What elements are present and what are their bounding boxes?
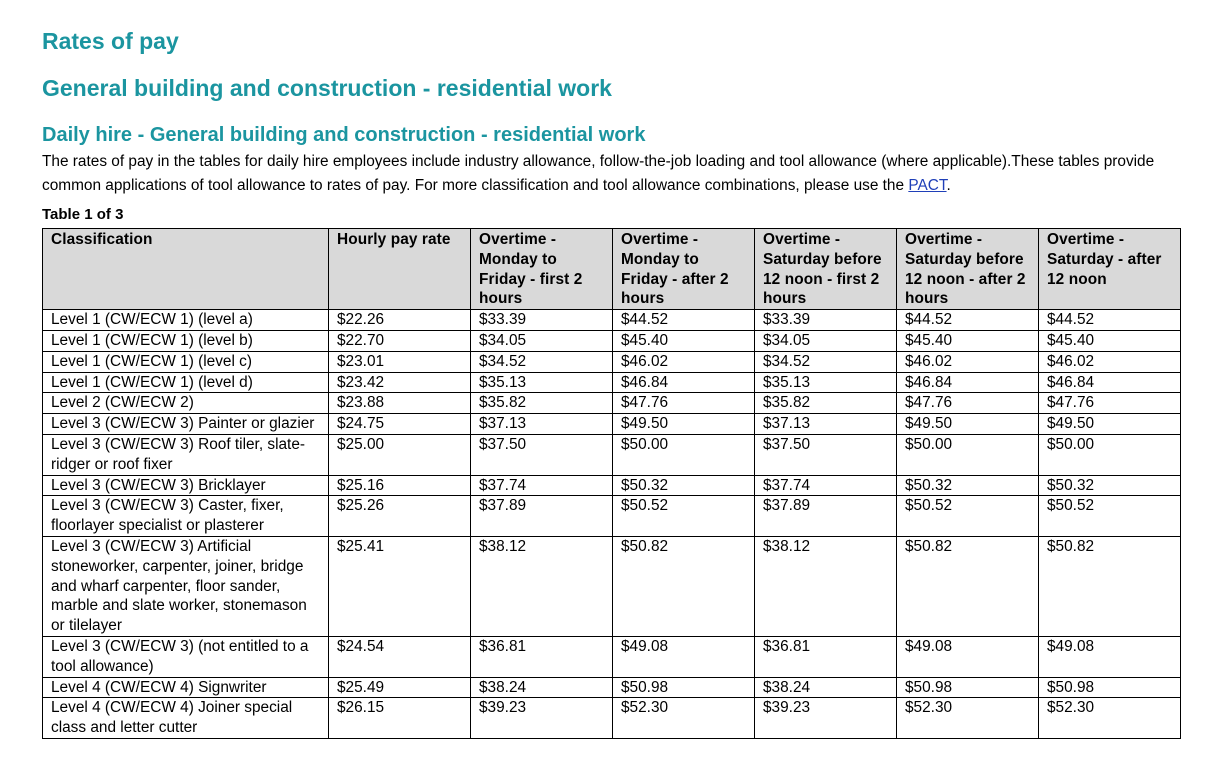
- overtime-mon-fri-first-2-cell: $33.39: [471, 310, 613, 331]
- overtime-mon-fri-after-2-cell: $46.02: [613, 351, 755, 372]
- overtime-mon-fri-after-2-cell: $47.76: [613, 393, 755, 414]
- overtime-mon-fri-first-2-cell: $35.13: [471, 372, 613, 393]
- overtime-sat-am-first-2-cell: $34.05: [755, 330, 897, 351]
- overtime-mon-fri-after-2-cell: $50.82: [613, 536, 755, 636]
- overtime-mon-fri-first-2-cell: $39.23: [471, 698, 613, 739]
- overtime-sat-pm-cell: $49.50: [1039, 414, 1181, 435]
- overtime-sat-am-after-2-cell: $50.82: [897, 536, 1039, 636]
- overtime-mon-fri-after-2-cell: $52.30: [613, 698, 755, 739]
- overtime-sat-am-first-2-cell: $38.24: [755, 677, 897, 698]
- classification-cell: Level 3 (CW/ECW 3) Painter or glazier: [43, 414, 329, 435]
- overtime-sat-pm-cell: $50.52: [1039, 496, 1181, 537]
- overtime-sat-am-after-2-cell: $46.84: [897, 372, 1039, 393]
- table-row: [43, 414, 1181, 435]
- overtime-mon-fri-first-2-cell: $35.82: [471, 393, 613, 414]
- table-row: [43, 393, 1181, 414]
- classification-cell: Level 4 (CW/ECW 4) Signwriter: [43, 677, 329, 698]
- overtime-sat-pm-cell: $44.52: [1039, 310, 1181, 331]
- overtime-sat-am-after-2-cell: $45.40: [897, 330, 1039, 351]
- overtime-sat-am-first-2-cell: $35.82: [755, 393, 897, 414]
- hourly-rate-cell: $24.75: [329, 414, 471, 435]
- intro-text-end: .: [946, 177, 951, 194]
- rates-table: [42, 228, 1181, 739]
- table-body: [43, 310, 1181, 739]
- header-hourly-pay-rate: Hourly pay rate: [329, 229, 471, 310]
- overtime-mon-fri-after-2-cell: $45.40: [613, 330, 755, 351]
- hourly-rate-cell: $25.16: [329, 475, 471, 496]
- overtime-sat-am-first-2-cell: $38.12: [755, 536, 897, 636]
- hourly-rate-cell: $25.00: [329, 434, 471, 475]
- overtime-sat-am-after-2-cell: $50.00: [897, 434, 1039, 475]
- overtime-sat-am-first-2-cell: $37.89: [755, 496, 897, 537]
- overtime-sat-am-after-2-cell: $49.50: [897, 414, 1039, 435]
- classification-cell: Level 1 (CW/ECW 1) (level d): [43, 372, 329, 393]
- overtime-sat-am-after-2-cell: $50.52: [897, 496, 1039, 537]
- overtime-sat-pm-cell: $46.02: [1039, 351, 1181, 372]
- overtime-mon-fri-after-2-cell: $50.32: [613, 475, 755, 496]
- overtime-sat-am-first-2-cell: $39.23: [755, 698, 897, 739]
- overtime-sat-am-after-2-cell: $49.08: [897, 636, 1039, 677]
- overtime-sat-am-after-2-cell: $52.30: [897, 698, 1039, 739]
- overtime-sat-pm-cell: $50.82: [1039, 536, 1181, 636]
- overtime-sat-pm-cell: $50.98: [1039, 677, 1181, 698]
- pact-link[interactable]: PACT: [908, 177, 947, 194]
- overtime-mon-fri-first-2-cell: $38.24: [471, 677, 613, 698]
- subsection-heading: Daily hire - General building and construction - residential work: [42, 124, 646, 146]
- table-row: [43, 310, 1181, 331]
- table-row: [43, 434, 1181, 475]
- hourly-rate-cell: $26.15: [329, 698, 471, 739]
- classification-cell: Level 1 (CW/ECW 1) (level c): [43, 351, 329, 372]
- classification-cell: Level 3 (CW/ECW 3) Bricklayer: [43, 475, 329, 496]
- table-row: [43, 698, 1181, 739]
- hourly-rate-cell: $23.88: [329, 393, 471, 414]
- hourly-rate-cell: $23.01: [329, 351, 471, 372]
- overtime-mon-fri-first-2-cell: $37.13: [471, 414, 613, 435]
- overtime-sat-pm-cell: $47.76: [1039, 393, 1181, 414]
- overtime-sat-am-first-2-cell: $37.74: [755, 475, 897, 496]
- overtime-mon-fri-first-2-cell: $38.12: [471, 536, 613, 636]
- overtime-mon-fri-after-2-cell: $50.52: [613, 496, 755, 537]
- page-title: Rates of pay: [42, 28, 179, 54]
- header-overtime-sat-after-noon: Overtime - Saturday - after 12 noon: [1039, 229, 1181, 310]
- hourly-rate-cell: $22.70: [329, 330, 471, 351]
- table-row: [43, 677, 1181, 698]
- hourly-rate-cell: $24.54: [329, 636, 471, 677]
- classification-cell: Level 3 (CW/ECW 3) Artificial stoneworker, carpenter, joiner, bridge and wharf carpenter, floor sander, marble and slate worker, stonemason or tilelayer: [43, 536, 329, 636]
- overtime-mon-fri-first-2-cell: $36.81: [471, 636, 613, 677]
- overtime-mon-fri-first-2-cell: $37.89: [471, 496, 613, 537]
- classification-cell: Level 3 (CW/ECW 3) (not entitled to a tool allowance): [43, 636, 329, 677]
- overtime-sat-am-after-2-cell: $46.02: [897, 351, 1039, 372]
- overtime-mon-fri-first-2-cell: $37.74: [471, 475, 613, 496]
- section-heading: General building and construction - residential work: [42, 75, 612, 101]
- table-header-row: [43, 229, 1181, 310]
- overtime-mon-fri-first-2-cell: $37.50: [471, 434, 613, 475]
- table-row: [43, 330, 1181, 351]
- overtime-sat-am-first-2-cell: $33.39: [755, 310, 897, 331]
- header-overtime-sat-before-noon-after-2-hours: Overtime - Saturday before 12 noon - after 2 hours: [897, 229, 1039, 310]
- overtime-sat-pm-cell: $49.08: [1039, 636, 1181, 677]
- table-row: [43, 372, 1181, 393]
- overtime-sat-am-after-2-cell: $50.98: [897, 677, 1039, 698]
- overtime-mon-fri-after-2-cell: $49.50: [613, 414, 755, 435]
- overtime-sat-am-first-2-cell: $37.13: [755, 414, 897, 435]
- overtime-sat-pm-cell: $50.00: [1039, 434, 1181, 475]
- header-overtime-mon-fri-after-2-hours: Overtime - Monday to Friday - after 2 hours: [613, 229, 755, 310]
- overtime-sat-am-after-2-cell: $44.52: [897, 310, 1039, 331]
- classification-cell: Level 1 (CW/ECW 1) (level b): [43, 330, 329, 351]
- table-row: [43, 536, 1181, 636]
- intro-paragraph: [42, 150, 1182, 198]
- overtime-sat-pm-cell: $50.32: [1039, 475, 1181, 496]
- overtime-sat-am-first-2-cell: $36.81: [755, 636, 897, 677]
- overtime-sat-am-after-2-cell: $50.32: [897, 475, 1039, 496]
- overtime-sat-am-after-2-cell: $47.76: [897, 393, 1039, 414]
- overtime-mon-fri-first-2-cell: $34.52: [471, 351, 613, 372]
- hourly-rate-cell: $25.49: [329, 677, 471, 698]
- hourly-rate-cell: $23.42: [329, 372, 471, 393]
- header-overtime-sat-before-noon-first-2-hours: Overtime - Saturday before 12 noon - first 2 hours: [755, 229, 897, 310]
- classification-cell: Level 4 (CW/ECW 4) Joiner special class and letter cutter: [43, 698, 329, 739]
- intro-text: The rates of pay in the tables for daily hire employees include industry allowance, follow-the-job loading and tool allowance (where applicable).These tables provide common applications of tool allowance to rates of pay. For more classification and tool allowance combinations, please use the: [42, 153, 1155, 194]
- overtime-sat-pm-cell: $46.84: [1039, 372, 1181, 393]
- overtime-sat-am-first-2-cell: $34.52: [755, 351, 897, 372]
- overtime-mon-fri-after-2-cell: $46.84: [613, 372, 755, 393]
- overtime-sat-pm-cell: $52.30: [1039, 698, 1181, 739]
- overtime-mon-fri-after-2-cell: $44.52: [613, 310, 755, 331]
- overtime-mon-fri-after-2-cell: $50.98: [613, 677, 755, 698]
- overtime-mon-fri-after-2-cell: $49.08: [613, 636, 755, 677]
- overtime-sat-pm-cell: $45.40: [1039, 330, 1181, 351]
- overtime-mon-fri-after-2-cell: $50.00: [613, 434, 755, 475]
- overtime-sat-am-first-2-cell: $35.13: [755, 372, 897, 393]
- overtime-sat-am-first-2-cell: $37.50: [755, 434, 897, 475]
- hourly-rate-cell: $22.26: [329, 310, 471, 331]
- classification-cell: Level 3 (CW/ECW 3) Caster, fixer, floorlayer specialist or plasterer: [43, 496, 329, 537]
- table-row: [43, 636, 1181, 677]
- table-row: [43, 475, 1181, 496]
- classification-cell: Level 2 (CW/ECW 2): [43, 393, 329, 414]
- table-row: [43, 351, 1181, 372]
- hourly-rate-cell: $25.26: [329, 496, 471, 537]
- table-row: [43, 496, 1181, 537]
- classification-cell: Level 3 (CW/ECW 3) Roof tiler, slate-ridger or roof fixer: [43, 434, 329, 475]
- header-classification: Classification: [43, 229, 329, 310]
- classification-cell: Level 1 (CW/ECW 1) (level a): [43, 310, 329, 331]
- hourly-rate-cell: $25.41: [329, 536, 471, 636]
- header-overtime-mon-fri-first-2-hours: Overtime - Monday to Friday - first 2 hours: [471, 229, 613, 310]
- overtime-mon-fri-first-2-cell: $34.05: [471, 330, 613, 351]
- table-label: Table 1 of 3: [42, 206, 124, 223]
